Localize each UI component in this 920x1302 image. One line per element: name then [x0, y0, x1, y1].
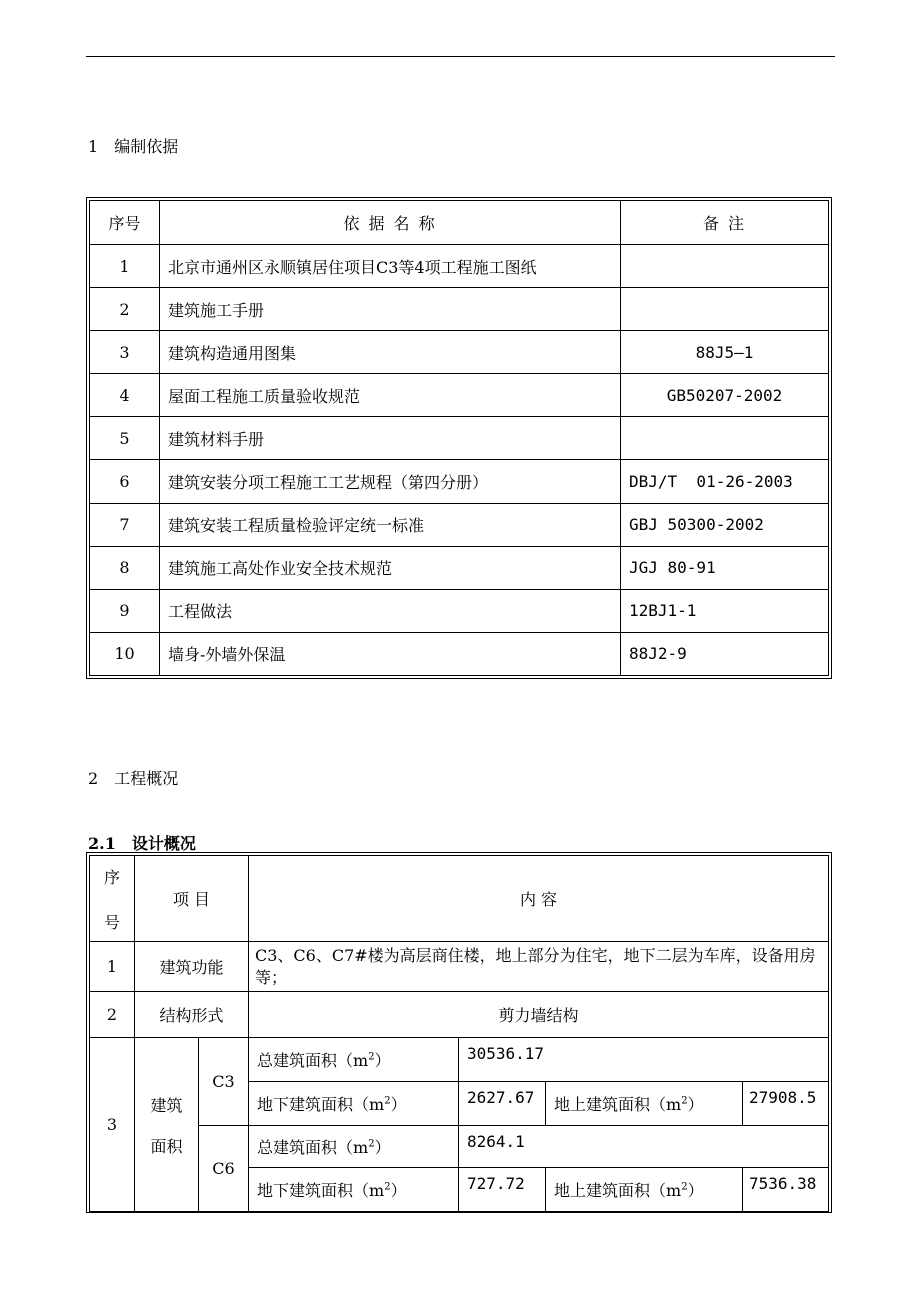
row-remark: DBJ/T 01-26-2003 — [621, 460, 829, 503]
section-title: 编制依据 — [114, 137, 179, 156]
table-row — [90, 546, 829, 589]
table-row — [90, 992, 829, 1038]
unit-superscript: 2 — [681, 1181, 688, 1193]
header-no-top: 序 — [103, 867, 120, 887]
header-item: 项 目 — [135, 856, 249, 942]
label-text: 总建筑面积（m — [257, 1051, 369, 1070]
header-no-bottom: 号 — [103, 912, 120, 932]
header-name: 依 据 名 称 — [160, 201, 621, 245]
row-item-bottom: 面积 — [150, 1136, 183, 1156]
row-no: 10 — [90, 632, 160, 675]
unit-superscript: 2 — [368, 1138, 375, 1150]
row-remark — [621, 288, 829, 331]
aboveground-area-label: 地上建筑面积$(m^2)$ — [546, 1082, 743, 1126]
section-1-heading — [88, 134, 178, 157]
table-header-row — [90, 201, 829, 245]
row-name: 建筑施工手册 — [160, 288, 621, 331]
row-no: 5 — [90, 417, 160, 460]
underground-area-value: 2627.67 — [459, 1082, 546, 1126]
row-item — [135, 1038, 199, 1212]
unit-superscript: 2 — [681, 1095, 688, 1107]
row-item-top: 建筑 — [150, 1095, 183, 1115]
row-no: 3 — [90, 1038, 135, 1212]
underground-area-value: 727.72 — [459, 1168, 546, 1212]
row-name: 建筑施工高处作业安全技术规范 — [160, 546, 621, 589]
header-no — [90, 856, 135, 942]
row-no: 2 — [90, 288, 160, 331]
label-text: 地上建筑面积（m — [554, 1181, 682, 1200]
table-row — [90, 288, 829, 331]
row-no: 3 — [90, 331, 160, 374]
row-remark: JGJ 80-91 — [621, 546, 829, 589]
basis-table — [86, 197, 832, 679]
section-number: 1 — [88, 137, 99, 156]
row-name: 屋面工程施工质量验收规范 — [160, 374, 621, 417]
row-no: 7 — [90, 503, 160, 546]
table-row — [90, 942, 829, 992]
row-remark: 12BJ1-1 — [621, 589, 829, 632]
design-overview-table — [86, 852, 832, 1213]
total-area-value: 30536.17 — [459, 1038, 829, 1082]
table-row — [90, 1126, 829, 1168]
table-row — [90, 589, 829, 632]
header-content: 内 容 — [249, 856, 829, 942]
table-row — [90, 460, 829, 503]
row-no: 4 — [90, 374, 160, 417]
row-remark: GB50207-2002 — [621, 374, 829, 417]
unit-superscript: 2 — [368, 1051, 375, 1063]
row-remark — [621, 417, 829, 460]
total-area-value: 8264.1 — [459, 1126, 829, 1168]
row-remark: 88J2-9 — [621, 632, 829, 675]
underground-area-label: 地下建筑面积$(m^2)$ — [249, 1168, 459, 1212]
section-number: 2 — [88, 769, 99, 788]
total-area-label: 总建筑面积$(m^2)$ — [249, 1038, 459, 1082]
label-text: 地下建筑面积（m — [257, 1095, 385, 1114]
row-no: 1 — [90, 245, 160, 288]
aboveground-area-label: 地上建筑面积$(m^2)$ — [546, 1168, 743, 1212]
table-row — [90, 1038, 829, 1082]
row-remark: 88J5—1 — [621, 331, 829, 374]
section-title: 工程概况 — [114, 769, 179, 788]
table-header-row — [90, 856, 829, 942]
building-label: C3 — [199, 1038, 249, 1126]
label-text: 地上建筑面积（m — [554, 1095, 682, 1114]
row-item: 结构形式 — [135, 992, 249, 1038]
label-text: 地下建筑面积（m — [257, 1181, 385, 1200]
row-name: 墙身-外墙外保温 — [160, 632, 621, 675]
unit-superscript: 2 — [384, 1181, 391, 1193]
row-content: 剪力墙结构 — [249, 992, 829, 1038]
row-no: 1 — [90, 942, 135, 992]
row-content: C3、C6、C7#楼为高层商住楼，地上部分为住宅，地下二层为车库，设备用房等； — [249, 942, 829, 992]
table-row — [90, 632, 829, 675]
row-name: 北京市通州区永顺镇居住项目C3等4项工程施工图纸 — [160, 245, 621, 288]
row-no: 8 — [90, 546, 160, 589]
table-row — [90, 417, 829, 460]
header-no: 序号 — [90, 201, 160, 245]
row-remark — [621, 245, 829, 288]
section-title: 设计概况 — [131, 834, 196, 853]
row-no: 6 — [90, 460, 160, 503]
row-name: 建筑安装分项工程施工工艺规程（第四分册） — [160, 460, 621, 503]
section-2-1-heading — [88, 831, 196, 854]
section-2-heading — [88, 766, 178, 789]
section-number: 2.1 — [88, 834, 116, 853]
header-rule — [86, 56, 835, 57]
row-no: 9 — [90, 589, 160, 632]
table-row — [90, 503, 829, 546]
row-remark: GBJ 50300-2002 — [621, 503, 829, 546]
header-remark: 备 注 — [621, 201, 829, 245]
row-name: 建筑材料手册 — [160, 417, 621, 460]
label-text: 总建筑面积（m — [257, 1138, 369, 1157]
row-name: 工程做法 — [160, 589, 621, 632]
table-row — [90, 331, 829, 374]
table-row — [90, 374, 829, 417]
aboveground-area-value: 27908.5 — [743, 1082, 829, 1126]
row-name: 建筑构造通用图集 — [160, 331, 621, 374]
underground-area-label: 地下建筑面积$(m^2)$ — [249, 1082, 459, 1126]
table-row — [90, 245, 829, 288]
unit-superscript: 2 — [384, 1095, 391, 1107]
row-no: 2 — [90, 992, 135, 1038]
row-name: 建筑安装工程质量检验评定统一标准 — [160, 503, 621, 546]
row-item: 建筑功能 — [135, 942, 249, 992]
aboveground-area-value: 7536.38 — [743, 1168, 829, 1212]
building-label: C6 — [199, 1126, 249, 1212]
total-area-label: 总建筑面积$(m^2)$ — [249, 1126, 459, 1168]
